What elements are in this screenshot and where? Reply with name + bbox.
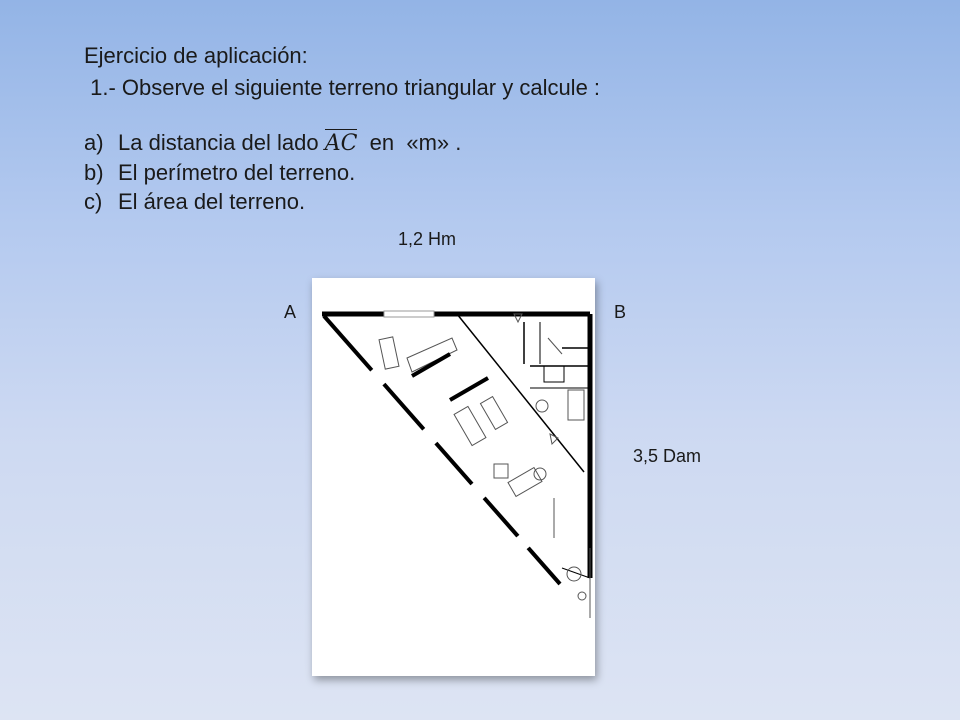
interior-partition — [457, 314, 584, 472]
floor-plan-image — [312, 278, 595, 676]
top-measure-label: 1,2 Hm — [398, 229, 457, 249]
side-measure-label: 3,5 Dam — [633, 446, 702, 466]
task-letter: b) — [84, 160, 104, 185]
task-letter: c) — [84, 189, 103, 214]
task-letter: a) — [84, 130, 104, 155]
window-top — [384, 311, 434, 317]
task-item-a — [84, 128, 684, 158]
task-text-after: en «m» . — [357, 130, 462, 155]
task-item-b — [84, 158, 684, 187]
vertex-b-label: B — [614, 302, 627, 322]
task-text: El perímetro del terreno. — [118, 160, 356, 185]
slide-title — [84, 40, 784, 104]
task-text-before: La distancia del lado — [118, 130, 325, 155]
task-text — [118, 128, 461, 158]
vertex-a-label: A — [284, 302, 297, 322]
task-item-c — [84, 187, 684, 216]
segment-ac: AC — [324, 131, 358, 156]
task-text: El área del terreno. — [118, 189, 306, 214]
floor-plan-drawing — [312, 278, 595, 676]
title-line-1: Ejercicio de aplicación: — [84, 43, 308, 68]
title-line-2: 1.- Observe el siguiente terreno triangular y calcule : — [84, 75, 601, 100]
task-list — [84, 128, 684, 216]
